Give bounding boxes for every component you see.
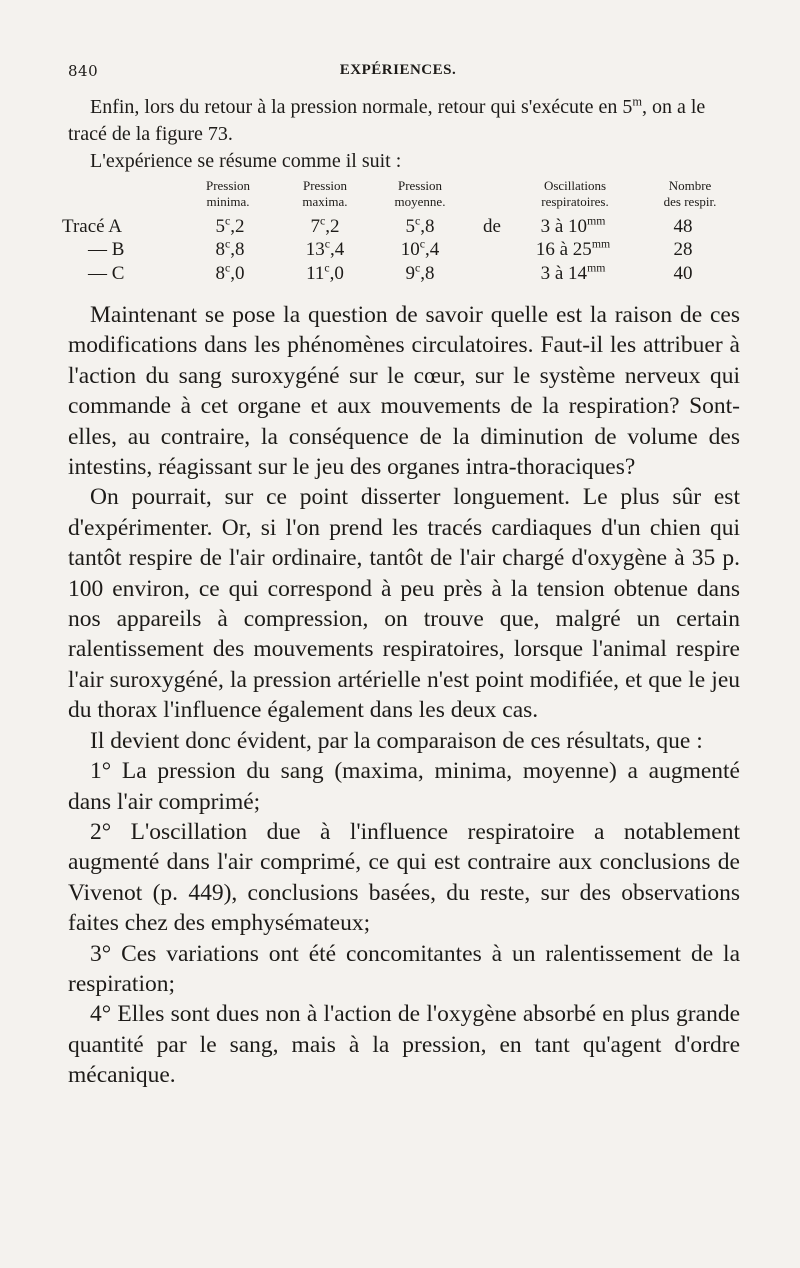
intro-line-2: L'expérience se résume comme il suit : — [90, 150, 402, 172]
cell-moy: 10$^c$,4 — [400, 237, 440, 260]
table-row — [60, 263, 740, 287]
row-label: — B — [88, 239, 125, 260]
col-header-moy: Pression moyenne. — [394, 178, 446, 209]
cell-min: 5$^c$,2 — [215, 214, 245, 237]
running-title: EXPÉRIENCES. — [339, 62, 457, 78]
cell-moy: 5$^c$,8 — [405, 214, 435, 237]
list-item: 1° La pression du sang (maxima, minima, moyenne) a augmenté dans l'air comprimé; — [68, 758, 740, 815]
body-text — [68, 300, 740, 1091]
intro-text-b: , on a le tracé de la figure 73. — [68, 96, 706, 145]
cell-max: 11$^c$,0 — [306, 261, 344, 284]
table-row — [60, 239, 740, 263]
list-item: 3° Ces variations ont été concomitantes à un ralentissement de la respiration; — [68, 940, 741, 997]
intro-paragraph — [68, 94, 738, 175]
cell-osc: 3 à $14^{mm}$ — [540, 261, 606, 284]
cell-max: 13$^c$,4 — [305, 237, 345, 260]
list-item: 4° Elles sont dues non à l'action de l'oxygène absorbé en plus grande quantité par le sang, mais à la pression, en tant qu'agent d'ordre mécanique. — [68, 1001, 740, 1089]
col-header-osc: Oscillations respiratoires. — [541, 178, 609, 209]
cell-nb: 40 — [673, 263, 693, 284]
intro-text-a: Enfin, lors du retour à la pression normale, retour qui s'exécute en 5 — [90, 96, 633, 118]
minutes-sup: m — [632, 94, 642, 109]
cell-moy: 9$^c$,8 — [405, 261, 435, 284]
cell-max: 7$^c$,2 — [310, 214, 340, 237]
cell-nb: 28 — [673, 239, 693, 260]
row-label: — C — [88, 263, 125, 284]
paragraph: On pourrait, sur ce point disserter longuement. Le plus sûr est d'expérimenter. Or, si l'on prend les tracés cardiaques d'un chien qui tantôt respire de l'air ordinaire, tantôt de l'air chargé d'oxygène à 35 p. 100 environ, ce qui correspond à peu près à la tension obtenue dans nos appareils à compression, on trouve que, malgré un certain ralentissement des mouvements respiratoires, lorsque l'animal respire l'air suroxygéné, la pression artérielle n'est point modifiée, et que le jeu du thorax l'influence également dans les deux cas. — [68, 484, 740, 724]
paragraph: Il devient donc évident, par la comparaison de ces résultats, que : — [90, 727, 703, 754]
page-header — [68, 62, 728, 86]
cell-min: 8$^c$,8 — [215, 237, 245, 260]
list-item: 2° L'oscillation due à l'influence respiratoire a notablement augmenté dans l'air comprimé, ce qui est contraire aux conclusions de Vivenot (p. 449), conclusions basées, du reste, sur des observations faites chez des emphysémateux; — [68, 818, 740, 937]
col-header-max: Pression maxima. — [302, 178, 348, 209]
paragraph: Maintenant se pose la question de savoir quelle est la raison de ces modifications dans les phénomènes circulatoires. Faut-il les attribuer à l'action du sang suroxygéné sur le cœur, sur le système nerveux qui commande à cet organe et aux mouvements de la respiration? Sont-elles, au contraire, la conséquence de la diminution de volume des intestins, réagissant sur le jeu des organes intra-thoraciques? — [68, 302, 740, 481]
cell-nb: 48 — [673, 216, 693, 237]
page-number: 840 — [68, 62, 99, 80]
col-header-min: Pression minima. — [205, 178, 251, 209]
row-label: Tracé A — [62, 216, 122, 237]
cell-osc: 16 à $25^{mm}$ — [535, 237, 611, 260]
cell-osc: 3 à $10^{mm}$ — [540, 214, 606, 237]
col-header-nb: Nombre des respir. — [663, 178, 717, 209]
table-row — [60, 216, 740, 240]
cell-min: 8$^c$,0 — [215, 261, 245, 284]
cell-de: de — [483, 216, 501, 237]
intro-line-1 — [68, 94, 738, 148]
